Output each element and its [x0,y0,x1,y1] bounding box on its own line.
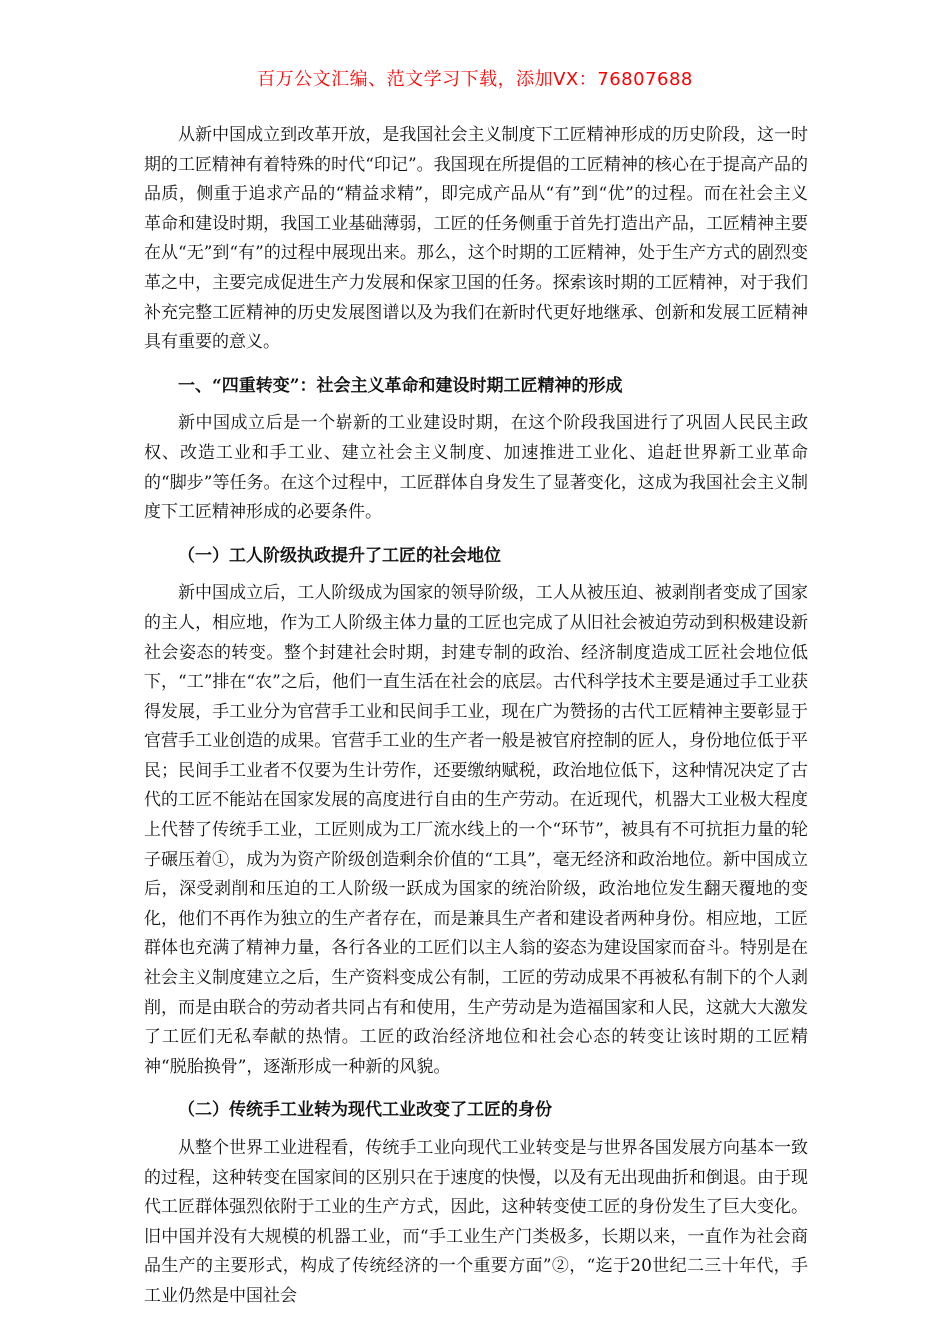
promo-banner: 百万公文汇编、范文学习下载，添加VX：76807688 [257,69,693,90]
section-1-paragraph: 新中国成立后是一个崭新的工业建设时期，在这个阶段我国进行了巩固人民民主政权、改造工业和手工业、建立社会主义制度、加速推进工业化、追赶世界新工业革命的“脚步”等任务。在这个过程中，工匠群体自身发生了显著变化，这成为我国社会主义制度下工匠精神形成的必要条件。 [144,413,808,523]
subsection-heading-1: （一）工人阶级执政提升了工匠的社会地位 [178,545,501,566]
article-body [144,121,808,1312]
subsection-heading-2: （二）传统手工业转为现代工业改变了工匠的身份 [178,1100,552,1121]
intro-paragraph: 从新中国成立到改革开放，是我国社会主义制度下工匠精神形成的历史阶段，这一时期的工匠精神有着特殊的时代“印记”。我国现在所提倡的工匠精神的核心在于提高产品的品质，侧重于追求产品的“精益求精”，即完成产品从“有”到“优”的过程。而在社会主义革命和建设时期，我国工业基础薄弱，工匠的任务侧重于首先打造出产品，工匠精神主要在从“无”到“有”的过程中展现出来。那么，这个时期的工匠精神，处于生产方式的剧烈变革之中，主要完成促进生产力发展和保家卫国的任务。探索该时期的工匠精神，对于我们补充完整工匠精神的历史发展图谱以及为我们在新时代更好地继承、创新和发展工匠精神具有重要的意义。 [144,125,808,353]
section-heading-1: 一、“四重转变”：社会主义革命和建设时期工匠精神的形成 [178,375,623,396]
subsection-1-paragraph: 新中国成立后，工人阶级成为国家的领导阶级，工人从被压迫、被剥削者变成了国家的主人，相应地，作为工人阶级主体力量的工匠也完成了从旧社会被迫劳动到积极建设新社会姿态的转变。整个封建社会时期，封建专制的政治、经济制度造成工匠社会地位低下，“工”排在“农”之后，他们一直生活在社会的底层。古代科学技术主要是通过手工业获得发展，手工业分为官营手工业和民间手工业，现在广为赞扬的古代工匠精神主要彰显于官营手工业创造的成果。官营手工业的生产者一般是被官府控制的匠人，身份地位低于平民；民间手工业者不仅要为生计劳作，还要缴纳赋税，政治地位低下，这种情况决定了古代的工匠不能站在国家发展的高度进行自由的生产劳动。在近现代，机器大工业极大程度上代替了传统手工业，工匠则成为工厂流水线上的一个“环节”，被具有不可抗拒力量的轮子碾压着①，成为为资产阶级创造剩余价值的“工具”，毫无经济和政治地位。新中国成立后，深受剥削和压迫的工人阶级一跃成为国家的统治阶级，政治地位发生翻天覆地的变化，他们不再作为独立的生产者存在，而是兼具生产者和建设者两种身份。相应地，工匠群体也充满了精神力量，各行各业的工匠们以主人翁的姿态为建设国家而奋斗。特别是在社会主义制度建立之后，生产资料变成公有制，工匠的劳动成果不再被私有制下的个人剥削，而是由联合的劳动者共同占有和使用，生产劳动是为造福国家和人民，这就大大激发了工匠们无私奉献的热情。工匠的政治经济地位和社会心态的转变让该时期的工匠精神“脱胎换骨”，逐渐形成一种新的风貌。 [144,583,808,1077]
subsection-2-paragraph: 从整个世界工业进程看，传统手工业向现代工业转变是与世界各国发展方向基本一致的过程，这种转变在国家间的区别只在于速度的快慢，以及有无出现曲折和倒退。由于现代工匠群体强烈依附于工业的生产方式，因此，这种转变使工匠的身份发生了巨大变化。旧中国并没有大规模的机器工业，而“手工业生产门类极多，长期以来，一直作为社会商品生产的主要形式，构成了传统经济的一个重要方面”②，“迄于20世纪二三十年代，手工业仍然是中国社会 [144,1138,808,1306]
